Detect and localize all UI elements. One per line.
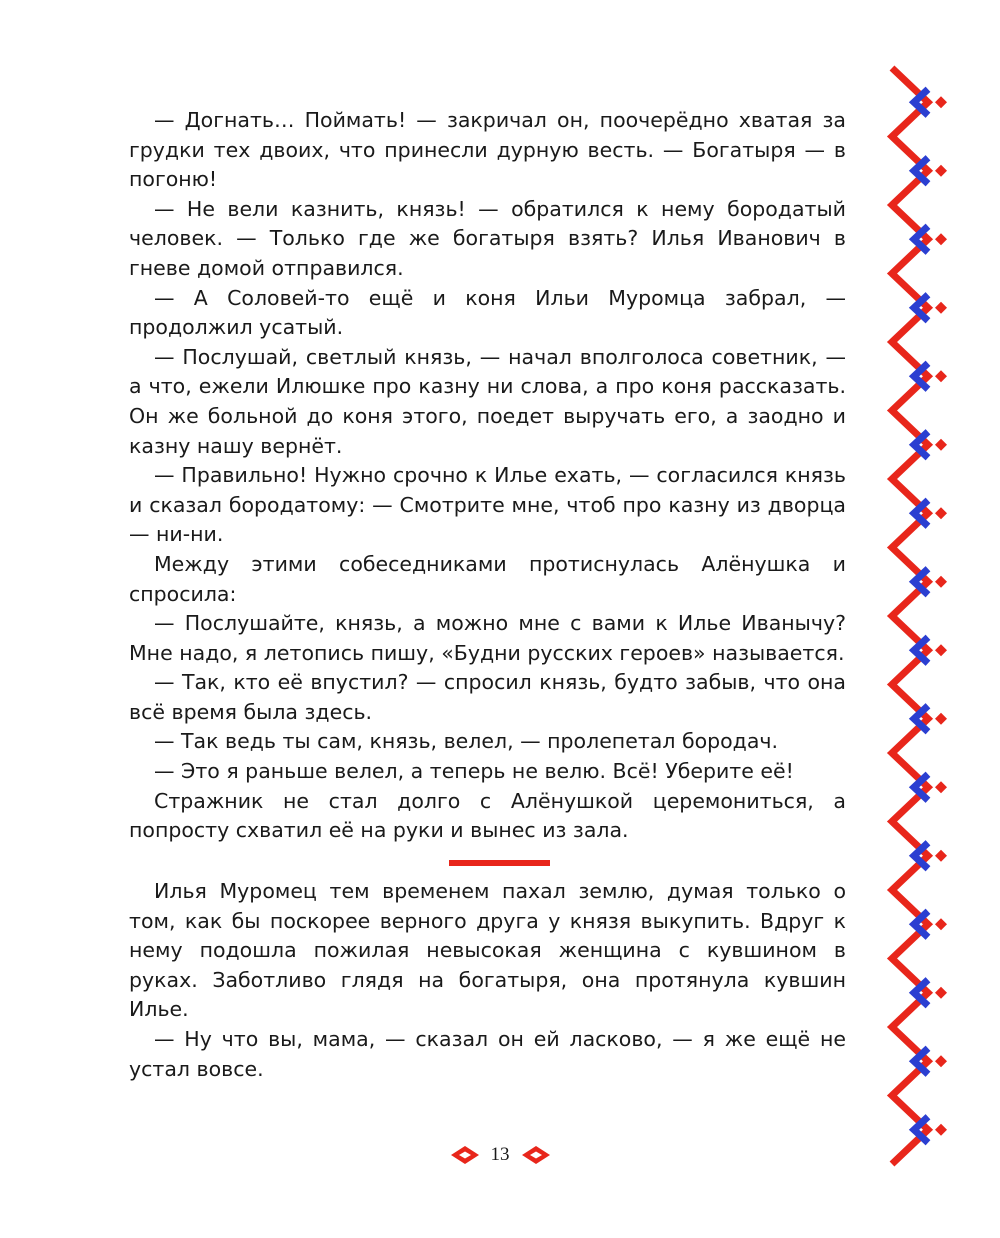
paragraph: Между этими собеседниками протиснулась Алёнушка и спросила: [129,551,846,606]
diamond-icon [935,507,947,519]
diamond-icon [935,713,947,725]
paragraph: Стражник не стал долго с Алёнушкой церемониться, а попросту схватил её на руки и вынес из зала. [129,788,846,843]
folk-ornament-border [884,64,960,1172]
paragraph: — Так ведь ты сам, князь, велел, — пролепетал бородач. [154,729,779,754]
diamond-icon [935,987,947,999]
diamond-icon [935,165,947,177]
diamond-icon [935,850,947,862]
diamond-icon [935,233,947,245]
diamond-icon [935,576,947,588]
paragraph: Илья Муромец тем временем пахал землю, думая только о том, как бы поскорее верного друга у князя выкупить. Вдруг к нему подошла пожилая невысокая женщина с кувшином в руках. Заботливо глядя на богатыря, она протянула кувшин Илье. [129,879,846,1022]
paragraph: — Так, кто её впустил? — спросил князь, будто забыв, что она всё время была здесь. [129,670,846,724]
diamond-icon [935,370,947,382]
section-divider [449,860,550,866]
diamond-icon [935,1055,947,1067]
page-footer [0,1142,1000,1168]
diamond-ornament-icon [449,1144,481,1166]
paragraph: — Догнать… Поймать! — закричал он, поочерёдно хватая за грудки тех двоих, что принесли дурную весть. — Богатыря — в погоню! [129,108,846,192]
text-block-bottom [129,877,846,1084]
diamond-icon [935,918,947,930]
text-block-top [129,106,846,846]
diamond-icon [935,1124,947,1136]
paragraph: — Ну что вы, мама, — сказал он ей ласково, — я же ещё не устал вовсе. [129,1026,846,1081]
paragraph: — А Соловей-то ещё и коня Ильи Муромца забрал, — продолжил усатый. [129,285,846,340]
paragraph: — Это я раньше велел, а теперь не велю. Всё! Уберите её! [154,759,794,784]
diamond-ornament-icon [520,1144,552,1166]
paragraph: — Не вели казнить, князь! — обратился к нему бородатый человек. — Только где же богатыря взять? Илья Иванович в гневе домой отправился. [129,196,846,280]
diamond-icon [935,96,947,108]
page-number: 13 [490,1144,510,1165]
diamond-icon [935,302,947,314]
diamond-icon [935,439,947,451]
paragraph: — Правильно! Нужно срочно к Илье ехать, — согласился князь и сказал бородатому: — Смотрите мне, чтоб про казну из дворца — ни-ни. [129,463,846,547]
diamond-icon [935,644,947,656]
paragraph: — Послушай, светлый князь, — начал вполголоса советник, — а что, ежели Илюшке про казну ни слова, а про коня рассказать. Он же больной до коня этого, поедет выручать его, а заодно и казну нашу вернёт. [129,344,846,458]
paragraph: — Послушайте, князь, а можно мне с вами к Илье Иванычу? Мне надо, я летопись пишу, «Будни русских героев» называется. [129,611,846,665]
diamond-icon [935,781,947,793]
